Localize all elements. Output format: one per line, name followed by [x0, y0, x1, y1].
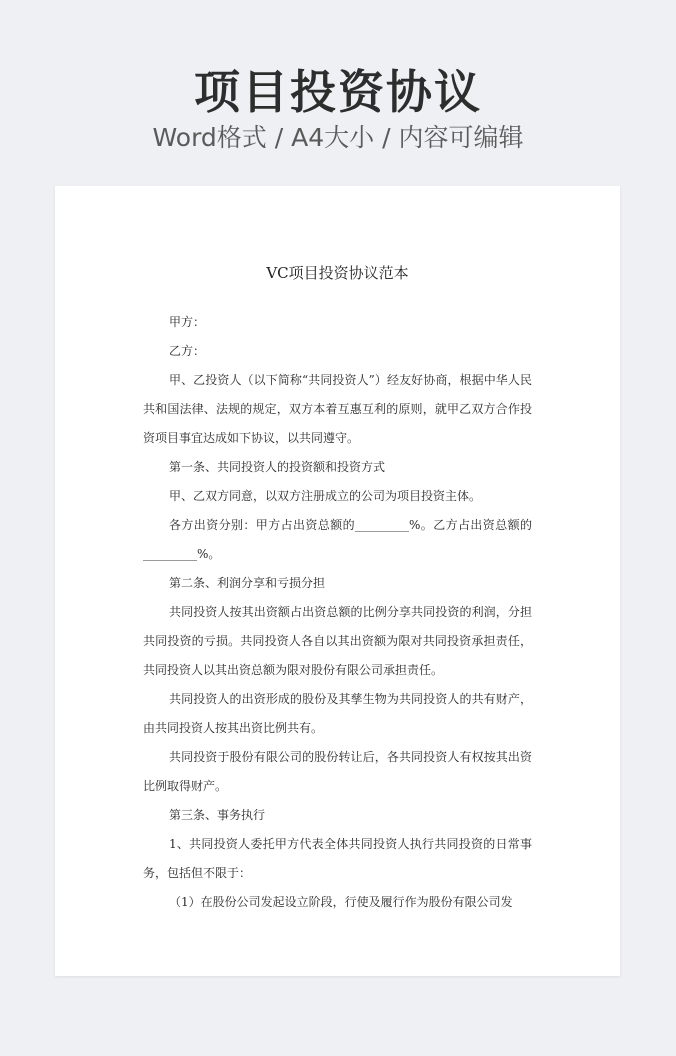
paragraph: 1、共同投资人委托甲方代表全体共同投资人执行共同投资的日常事务，包括但不限于： — [143, 837, 532, 880]
paragraph: 共同投资人按其出资额占出资总额的比例分享共同投资的利润，分担共同投资的亏损。共同投资人各自以其出资额为限对共同投资承担责任，共同投资人以其出资总额为限对股份有限公司承担责任。 — [143, 605, 532, 677]
paragraph: 各方出资分别：甲方占出资总额的_________%。乙方占出资总额的_________%。 — [143, 518, 532, 561]
banner — [0, 0, 676, 180]
paragraph-party-a: 甲方： — [169, 315, 206, 329]
article-1-heading: 第一条、共同投资人的投资额和投资方式 — [169, 460, 386, 474]
paragraph: （1）在股份公司发起设立阶段，行使及履行作为股份有限公司发 — [169, 895, 513, 909]
document-body — [143, 308, 532, 917]
document-title: VC项目投资协议范本 — [266, 264, 409, 282]
paragraph: 共同投资人的出资形成的股份及其孳生物为共同投资人的共有财产，由共同投资人按其出资比例共有。 — [143, 692, 532, 735]
banner-subtitle: Word格式 / A4大小 / 内容可编辑 — [152, 123, 524, 152]
paragraph-preamble: 甲、乙投资人（以下简称“共同投资人”）经友好协商，根据中华人民共和国法律、法规的规定，双方本着互惠互利的原则，就甲乙双方合作投资项目事宜达成如下协议，以共同遵守。 — [143, 373, 532, 445]
document-page — [55, 186, 620, 976]
paragraph: 共同投资于股份有限公司的股份转让后，各共同投资人有权按其出资比例取得财产。 — [143, 750, 532, 793]
paragraph-party-b: 乙方： — [169, 344, 206, 358]
banner-title: 项目投资协议 — [194, 65, 482, 119]
article-3-heading: 第三条、事务执行 — [169, 808, 266, 822]
paragraph: 甲、乙双方同意，以双方注册成立的公司为项目投资主体。 — [169, 489, 482, 503]
article-2-heading: 第二条、利润分享和亏损分担 — [169, 576, 326, 590]
